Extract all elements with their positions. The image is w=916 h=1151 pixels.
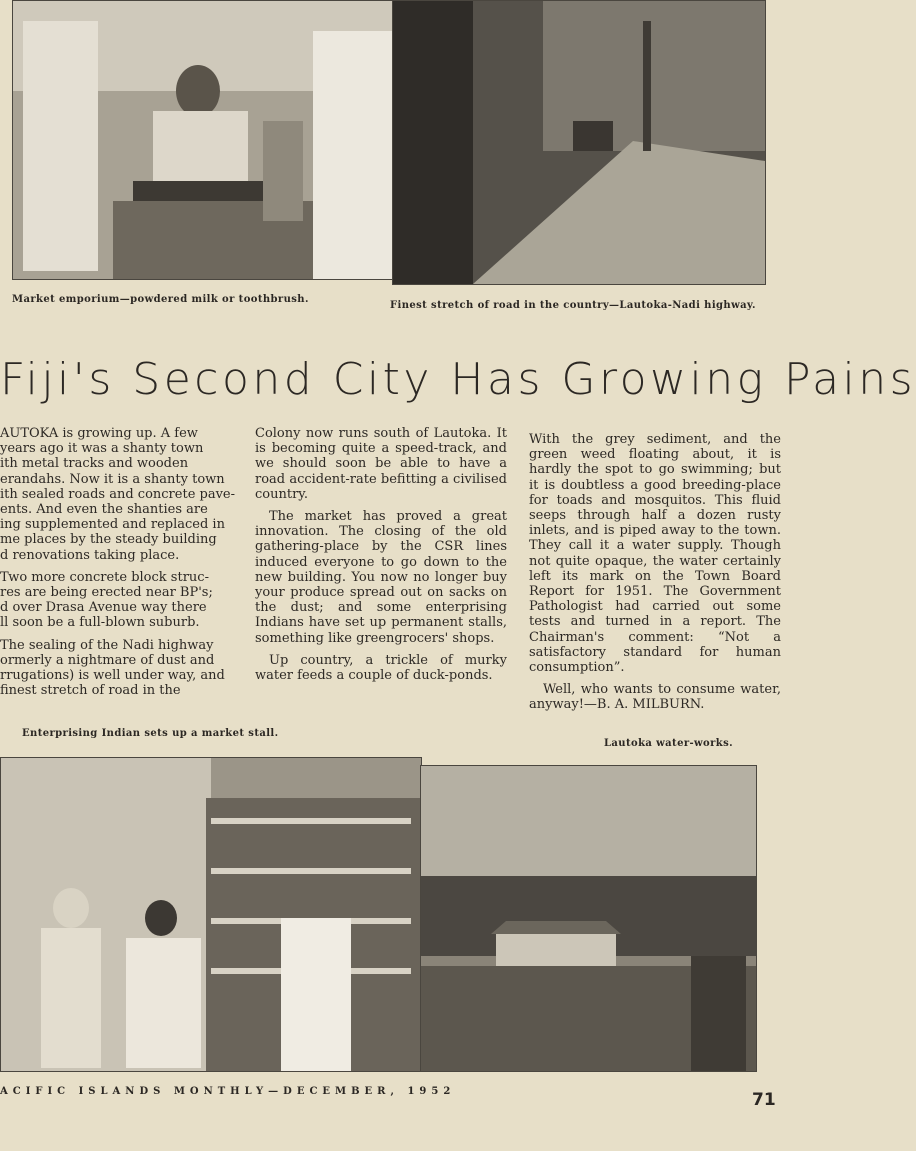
left-column-line: me places by the steady building	[0, 532, 217, 548]
paragraph-signoff: Well, who wants to consume water, anyway!—B. A. MILBURN.	[529, 682, 781, 713]
left-column-line: finest stretch of road in the	[0, 683, 181, 699]
paragraph: Colony now runs south of Lautoka. It is becoming quite a speed-track, and we should soon be able to have a road accident-rate befitting a civilised country.	[255, 426, 507, 502]
caption-highway: Finest stretch of road in the country—Lautoka-Nadi highway.	[390, 300, 756, 311]
left-column-line: erandahs. Now it is a shanty town	[0, 471, 225, 487]
article-left-column	[0, 426, 236, 698]
page-number: 71	[752, 1090, 776, 1110]
left-column-line: d renovations taking place.	[0, 547, 180, 563]
paragraph: The market has proved a great innovation. The closing of the old gathering-place by the CSR lines induced everyone to go down to the new building. You now no longer buy your produce spread out on sacks on the dust; and some enterprising Indians have set up permanent stalls, something like greengrocers' shops.	[255, 509, 507, 646]
left-column-line: The sealing of the Nadi highway	[0, 637, 214, 653]
footer-publication: ACIFIC ISLANDS MONTHLY—DECEMBER, 1952	[0, 1086, 456, 1097]
article-headline: Fiji's Second City Has Growing Pains	[0, 354, 916, 405]
photo-highway	[392, 0, 766, 285]
photo-market-emporium	[12, 0, 394, 280]
left-column-line: ith sealed roads and concrete pave-	[0, 486, 236, 502]
left-column-line: rrugations) is well under way, and	[0, 668, 225, 684]
caption-market-emporium: Market emporium—powdered milk or toothbrush.	[12, 294, 309, 305]
left-column-line: AUTOKA is growing up. A few	[0, 426, 198, 441]
left-column-line: ormerly a nightmare of dust and	[0, 652, 215, 668]
paragraph: With the grey sediment, and the green weed floating about, it is hardly the spot to go swimming; but it is doubtless a good breeding-place for toads and mosquitos. This fluid seeps through half a dozen rusty inlets, and is piped away to the town. They call it a water supply. Though not quite opaque, the water certainly left its mark on the Town Board Report for 1951. The Government Pathologist had carried out some tests and turned in a report. The Chairman's comment: “Not a satisfactory standard for human consumption”.	[529, 432, 781, 676]
left-column-line: ith metal tracks and wooden	[0, 456, 189, 472]
left-column-line: res are being erected near BP's;	[0, 585, 213, 601]
photo-market-stall	[0, 757, 422, 1072]
left-column-line: ll soon be a full-blown suburb.	[0, 615, 200, 631]
article-right-column	[529, 432, 781, 720]
caption-water-works: Lautoka water-works.	[604, 738, 734, 749]
left-column-line: Two more concrete block struc-	[0, 569, 209, 585]
paragraph: Up country, a trickle of murky water feeds a couple of duck-ponds.	[255, 652, 507, 684]
left-column-line: d over Drasa Avenue way there	[0, 600, 207, 616]
left-column-line: ents. And even the shanties are	[0, 502, 208, 518]
left-column-line: ing supplemented and replaced in	[0, 517, 225, 533]
article-middle-column	[255, 426, 507, 690]
caption-market-stall: Enterprising Indian sets up a market stall.	[22, 728, 279, 739]
photo-water-works	[420, 765, 757, 1072]
left-column-line: years ago it was a shanty town	[0, 441, 204, 457]
